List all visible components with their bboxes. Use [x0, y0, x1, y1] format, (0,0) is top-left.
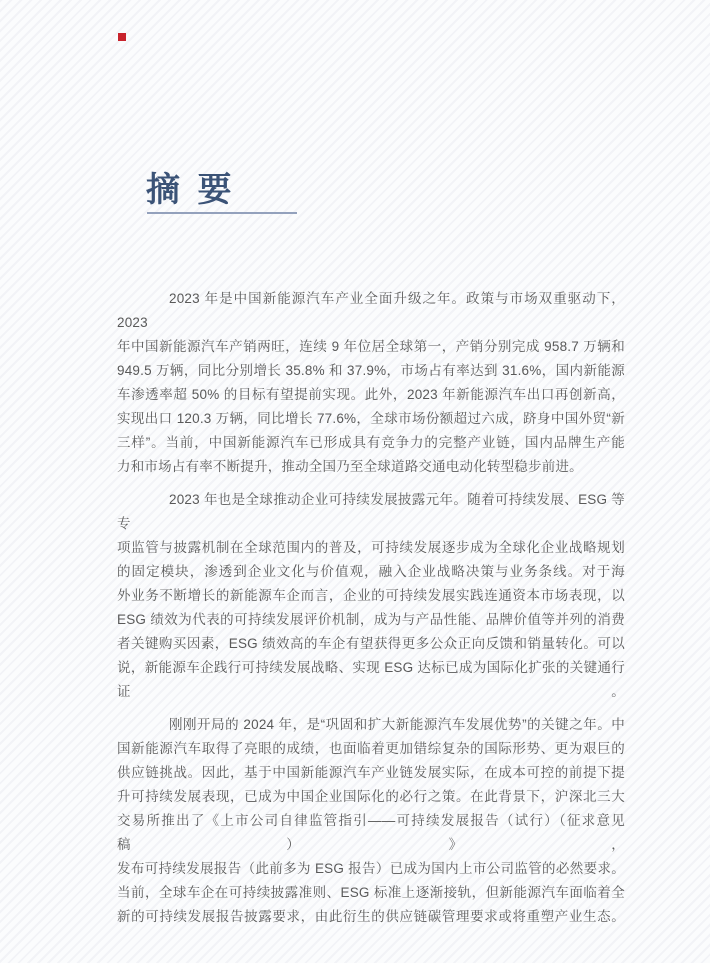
paragraph-line: 2023 年是中国新能源汽车产业全面升级之年。政策与市场双重驱动下，2023: [117, 291, 625, 330]
title-underline: [147, 212, 297, 214]
paragraph-line: 新的可持续发展报告披露要求，由此衍生的供应链碳管理要求或将重塑产业生态。: [117, 909, 625, 924]
paragraph-line: 当前，全球车企在可持续披露准则、ESG 标准上逐渐接轨，但新能源汽车面临着全: [117, 885, 625, 900]
paragraph-line: 者关键购买因素，ESG 绩效高的车企有望获得更多公众正向反馈和销量转化。可以: [117, 636, 625, 651]
paragraph-1: [117, 287, 625, 479]
paragraph-line: 说，新能源车企践行可持续发展战略、实现 ESG 达标已成为国际化扩张的关键通行证。: [117, 660, 625, 699]
abstract-content: [117, 287, 625, 938]
paragraph-line: 外业务不断增长的新能源车企而言，企业的可持续发展实践连通资本市场表现，以: [117, 588, 625, 603]
page-title: 摘 要: [146, 171, 236, 209]
paragraph-line: 升可持续发展表现，已成为中国企业国际化的必行之策。在此背景下，沪深北三大: [117, 789, 625, 804]
paragraph-line: 力和市场占有率不断提升，推动全国乃至全球道路交通电动化转型稳步前进。: [117, 459, 583, 474]
paragraph-line: 实现出口 120.3 万辆，同比增长 77.6%，全球市场份额超过六成，跻身中国外贸“新: [117, 411, 625, 426]
paragraph-line: 三样”。当前，中国新能源汽车已形成具有竞争力的完整产业链，国内品牌生产能: [117, 435, 625, 450]
paragraph-line: 国新能源汽车取得了亮眼的成绩，也面临着更加错综复杂的国际形势、更为艰巨的: [117, 741, 625, 756]
paragraph-3: [117, 713, 625, 929]
paragraph-line: ESG 绩效为代表的可持续发展评价机制，成为与产品性能、品牌价值等并列的消费: [117, 612, 625, 627]
paragraph-line: 交易所推出了《上市公司自律监管指引——可持续发展报告（试行）（征求意见稿）》，: [117, 813, 625, 852]
paragraph-line: 供应链挑战。因此，基于中国新能源汽车产业链发展实际，在成本可控的前提下提: [117, 765, 625, 780]
red-brand-mark: [118, 33, 126, 41]
paragraph-line: 年中国新能源汽车产销两旺，连续 9 年位居全球第一，产销分别完成 958.7 万辆和: [117, 339, 625, 354]
paragraph-line: 的固定模块，渗透到企业文化与价值观，融入企业战略决策与业务条线。对于海: [117, 564, 625, 579]
paragraph-line: 车渗透率超 50% 的目标有望提前实现。此外，2023 年新能源汽车出口再创新高，: [117, 387, 625, 402]
paragraph-line: 刚刚开局的 2024 年，是“巩固和扩大新能源汽车发展优势”的关键之年。中: [169, 717, 625, 732]
paragraph-line: 949.5 万辆，同比分别增长 35.8% 和 37.9%，市场占有率达到 31.6%，国内新能源: [117, 363, 625, 378]
paragraph-line: 项监管与披露机制在全球范围内的普及，可持续发展逐步成为全球化企业战略规划: [117, 540, 625, 555]
paragraph-line: 2023 年也是全球推动企业可持续发展披露元年。随着可持续发展、ESG 等专: [117, 492, 625, 531]
paragraph-2: [117, 488, 625, 704]
paragraph-line: 发布可持续发展报告（此前多为 ESG 报告）已成为国内上市公司监管的必然要求。: [117, 861, 625, 876]
